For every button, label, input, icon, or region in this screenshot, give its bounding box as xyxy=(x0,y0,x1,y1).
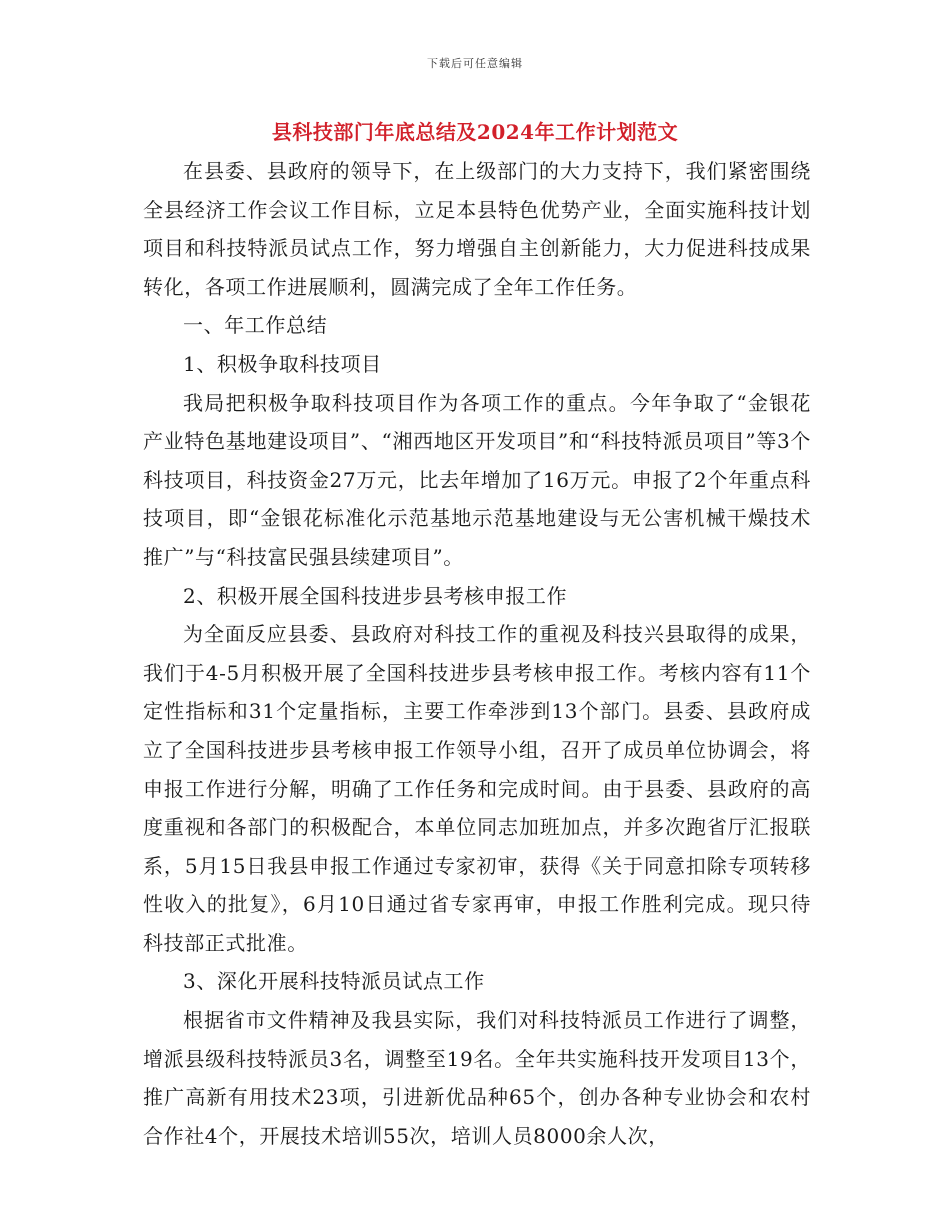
document-body xyxy=(143,152,811,1155)
section-heading-summary: 一、年工作总结 xyxy=(183,313,328,338)
page-header-note: 下载后可任意编辑 xyxy=(427,57,523,70)
item-paragraph-1: 我局把积极争取科技项目作为各项工作的重点。今年争取了“金银花产业特色基地建设项目”、“湘西地区开发项目”和“科技特派员项目”等3个科技项目，科技资金27万元，比去年增加了16万元。申报了2个年重点科技项目，即“金银花标准化示范基地示范基地建设与无公害机械干燥技术推广”与“科技富民强县续建项目”。 xyxy=(143,390,811,569)
item-paragraph-3: 根据省市文件精神及我县实际，我们对科技特派员工作进行了调整，增派县级科技特派员3名，调整至19名。全年共实施科技开发项目13个，推广高新有用技术23项，引进新优品种65个，创办各种专业协会和农村合作社4个，开展技术培训55次，培训人员8000余人次， xyxy=(143,1008,811,1148)
item-heading-1: 1、积极争取科技项目 xyxy=(183,351,382,376)
item-heading-3: 3、深化开展科技特派员试点工作 xyxy=(183,969,485,994)
intro-paragraph: 在县委、县政府的领导下，在上级部门的大力支持下，我们紧密围绕全县经济工作会议工作目标，立足本县特色优势产业，全面实施科技计划项目和科技特派员试点工作，努力增强自主创新能力，大力促进科技成果转化，各项工作进展顺利，圆满完成了全年工作任务。 xyxy=(143,159,811,299)
item-heading-2: 2、积极开展全国科技进步县考核申报工作 xyxy=(183,583,568,608)
document-title: 县科技部门年底总结及2024年工作计划范文 xyxy=(271,120,679,144)
item-paragraph-2: 为全面反应县委、县政府对科技工作的重视及科技兴县取得的成果，我们于4-5月积极开展了全国科技进步县考核申报工作。考核内容有11个定性指标和31个定量指标，主要工作牵涉到13个部门。县委、县政府成立了全国科技进步县考核申报工作领导小组，召开了成员单位协调会，将申报工作进行分解，明确了工作任务和完成时间。由于县委、县政府的高度重视和各部门的积极配合，本单位同志加班加点，并多次跑省厅汇报联系，5月15日我县申报工作通过专家初审，获得《关于同意扣除专项转移性收入的批复》，6月10日通过省专家再审，申报工作胜利完成。现只待科技部正式批准。 xyxy=(143,622,811,955)
